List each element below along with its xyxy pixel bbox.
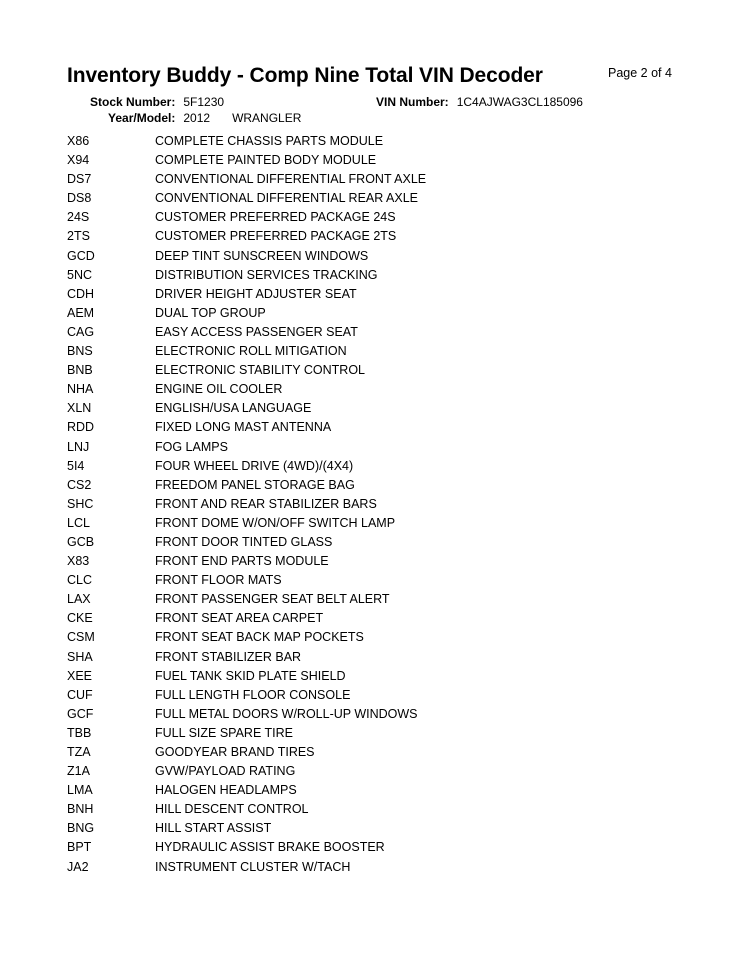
option-description: FUEL TANK SKID PLATE SHIELD: [155, 668, 346, 683]
option-description: ENGLISH/USA LANGUAGE: [155, 401, 312, 416]
option-code: BNB: [67, 363, 93, 378]
option-description: FRONT FLOOR MATS: [155, 573, 282, 588]
list-item: [67, 247, 687, 266]
list-item: [67, 438, 687, 457]
list-item: [67, 189, 687, 208]
option-code: GCF: [67, 706, 94, 721]
list-item: [67, 266, 687, 285]
list-item: [67, 686, 687, 705]
option-code: CS2: [67, 477, 92, 492]
list-item: [67, 609, 687, 628]
option-description: CUSTOMER PREFERRED PACKAGE 2TS: [155, 229, 397, 244]
page-indicator: Page 2 of 4: [608, 66, 672, 80]
list-item: [67, 762, 687, 781]
option-code: 2TS: [67, 229, 90, 244]
list-item: [67, 170, 687, 189]
list-item: [67, 361, 687, 380]
option-description: FULL SIZE SPARE TIRE: [155, 725, 294, 740]
option-description: ELECTRONIC STABILITY CONTROL: [155, 363, 365, 378]
option-description: GVW/PAYLOAD RATING: [155, 764, 296, 779]
option-code: AEM: [67, 305, 95, 320]
list-item: [67, 781, 687, 800]
list-item: [67, 476, 687, 495]
year-value: 2012: [183, 111, 211, 125]
list-item: [67, 705, 687, 724]
option-code: CAG: [67, 324, 95, 339]
option-code: CKE: [67, 611, 93, 626]
list-item: [67, 495, 687, 514]
stock-number: [90, 95, 224, 109]
option-code: Z1A: [67, 764, 90, 779]
option-description: COMPLETE CHASSIS PARTS MODULE: [155, 134, 384, 148]
option-description: FIXED LONG MAST ANTENNA: [155, 420, 332, 435]
option-description: FULL LENGTH FLOOR CONSOLE: [155, 687, 351, 702]
option-code: 5I4: [67, 458, 85, 473]
list-item: [67, 667, 687, 686]
option-description: FREEDOM PANEL STORAGE BAG: [155, 477, 355, 492]
list-item: [67, 514, 687, 533]
list-item: [67, 227, 687, 246]
list-item: [67, 380, 687, 399]
option-description: CONVENTIONAL DIFFERENTIAL REAR AXLE: [155, 191, 419, 206]
vin-number-label: VIN Number:: [376, 95, 449, 109]
option-code: GCD: [67, 248, 95, 263]
option-description: CONVENTIONAL DIFFERENTIAL FRONT AXLE: [155, 172, 427, 187]
option-code: DS8: [67, 191, 92, 206]
option-code: X86: [67, 134, 90, 148]
list-item: [67, 457, 687, 476]
list-item: [67, 304, 687, 323]
option-code: X94: [67, 153, 90, 168]
option-description: CUSTOMER PREFERRED PACKAGE 24S: [155, 210, 396, 225]
option-code: XLN: [67, 401, 92, 416]
list-item: [67, 724, 687, 743]
option-code: BNG: [67, 821, 95, 836]
list-item: [67, 399, 687, 418]
year-model: [108, 111, 301, 125]
stock-number-label: Stock Number:: [90, 95, 176, 109]
option-description: COMPLETE PAINTED BODY MODULE: [155, 153, 377, 168]
option-code: BPT: [67, 840, 92, 855]
option-code: RDD: [67, 420, 95, 435]
list-item: [67, 800, 687, 819]
list-item: [67, 819, 687, 838]
vin-number: [376, 95, 583, 109]
option-description: GOODYEAR BRAND TIRES: [155, 745, 315, 759]
option-code: LCL: [67, 515, 90, 530]
list-item: [67, 571, 687, 590]
option-code: DS7: [67, 172, 92, 187]
option-code: 5NC: [67, 267, 93, 282]
option-description: FRONT END PARTS MODULE: [155, 554, 329, 569]
option-description: FRONT PASSENGER SEAT BELT ALERT: [155, 592, 390, 607]
option-code: NHA: [67, 382, 94, 397]
option-code: LAX: [67, 592, 91, 607]
option-code: BNH: [67, 802, 94, 817]
option-code: SHC: [67, 496, 94, 511]
list-item: [67, 648, 687, 667]
vin-number-value: 1C4AJWAG3CL185096: [456, 95, 583, 109]
option-description: HILL DESCENT CONTROL: [155, 802, 309, 817]
option-description: FRONT DOOR TINTED GLASS: [155, 534, 333, 549]
list-item: [67, 418, 687, 437]
option-code: X83: [67, 554, 90, 569]
option-description: FRONT STABILIZER BAR: [155, 649, 302, 664]
year-model-label: Year/Model:: [108, 111, 176, 125]
list-item: [67, 342, 687, 361]
option-description: FOUR WHEEL DRIVE (4WD)/(4X4): [155, 458, 354, 473]
option-code: GCB: [67, 534, 95, 549]
option-description: ENGINE OIL COOLER: [155, 382, 283, 397]
option-code: TZA: [67, 745, 91, 759]
option-description: FRONT SEAT AREA CARPET: [155, 611, 324, 626]
option-description: FRONT AND REAR STABILIZER BARS: [155, 496, 377, 511]
option-description: FOG LAMPS: [155, 439, 228, 454]
option-description: DUAL TOP GROUP: [155, 305, 266, 320]
list-item: [67, 743, 687, 762]
list-item: [67, 132, 687, 151]
list-item: [67, 533, 687, 552]
option-code: TBB: [67, 725, 92, 740]
option-code: LNJ: [67, 439, 90, 454]
list-item: [67, 590, 687, 609]
option-code: JA2: [67, 859, 89, 874]
list-item: [67, 858, 687, 877]
model-value: WRANGLER: [232, 111, 302, 125]
option-code: CSM: [67, 630, 95, 645]
option-description: HILL START ASSIST: [155, 821, 272, 836]
option-code: LMA: [67, 783, 93, 798]
list-item: [67, 838, 687, 857]
option-description: INSTRUMENT CLUSTER W/TACH: [155, 859, 351, 874]
list-item: [67, 323, 687, 342]
option-code: 24S: [67, 210, 90, 225]
option-description: EASY ACCESS PASSENGER SEAT: [155, 324, 358, 339]
option-code-list: [67, 132, 687, 877]
option-description: DISTRIBUTION SERVICES TRACKING: [155, 267, 378, 282]
option-description: FRONT DOME W/ON/OFF SWITCH LAMP: [155, 515, 396, 530]
list-item: [67, 151, 687, 170]
option-code: CDH: [67, 286, 95, 301]
option-code: XEE: [67, 668, 93, 683]
list-item: [67, 552, 687, 571]
option-description: FULL METAL DOORS W/ROLL-UP WINDOWS: [155, 706, 418, 721]
option-code: BNS: [67, 344, 93, 359]
list-item: [67, 285, 687, 304]
list-item: [67, 628, 687, 647]
option-description: ELECTRONIC ROLL MITIGATION: [155, 344, 347, 359]
list-item: [67, 208, 687, 227]
option-description: DEEP TINT SUNSCREEN WINDOWS: [155, 248, 369, 263]
option-code: CLC: [67, 573, 93, 588]
page-title: Inventory Buddy - Comp Nine Total VIN Decoder: [67, 64, 543, 87]
option-description: HALOGEN HEADLAMPS: [155, 783, 297, 798]
option-description: HYDRAULIC ASSIST BRAKE BOOSTER: [155, 840, 385, 855]
stock-number-value: 5F1230: [183, 95, 225, 109]
option-code: CUF: [67, 687, 93, 702]
option-description: DRIVER HEIGHT ADJUSTER SEAT: [155, 286, 357, 301]
option-description: FRONT SEAT BACK MAP POCKETS: [155, 630, 364, 645]
option-code: SHA: [67, 649, 93, 664]
